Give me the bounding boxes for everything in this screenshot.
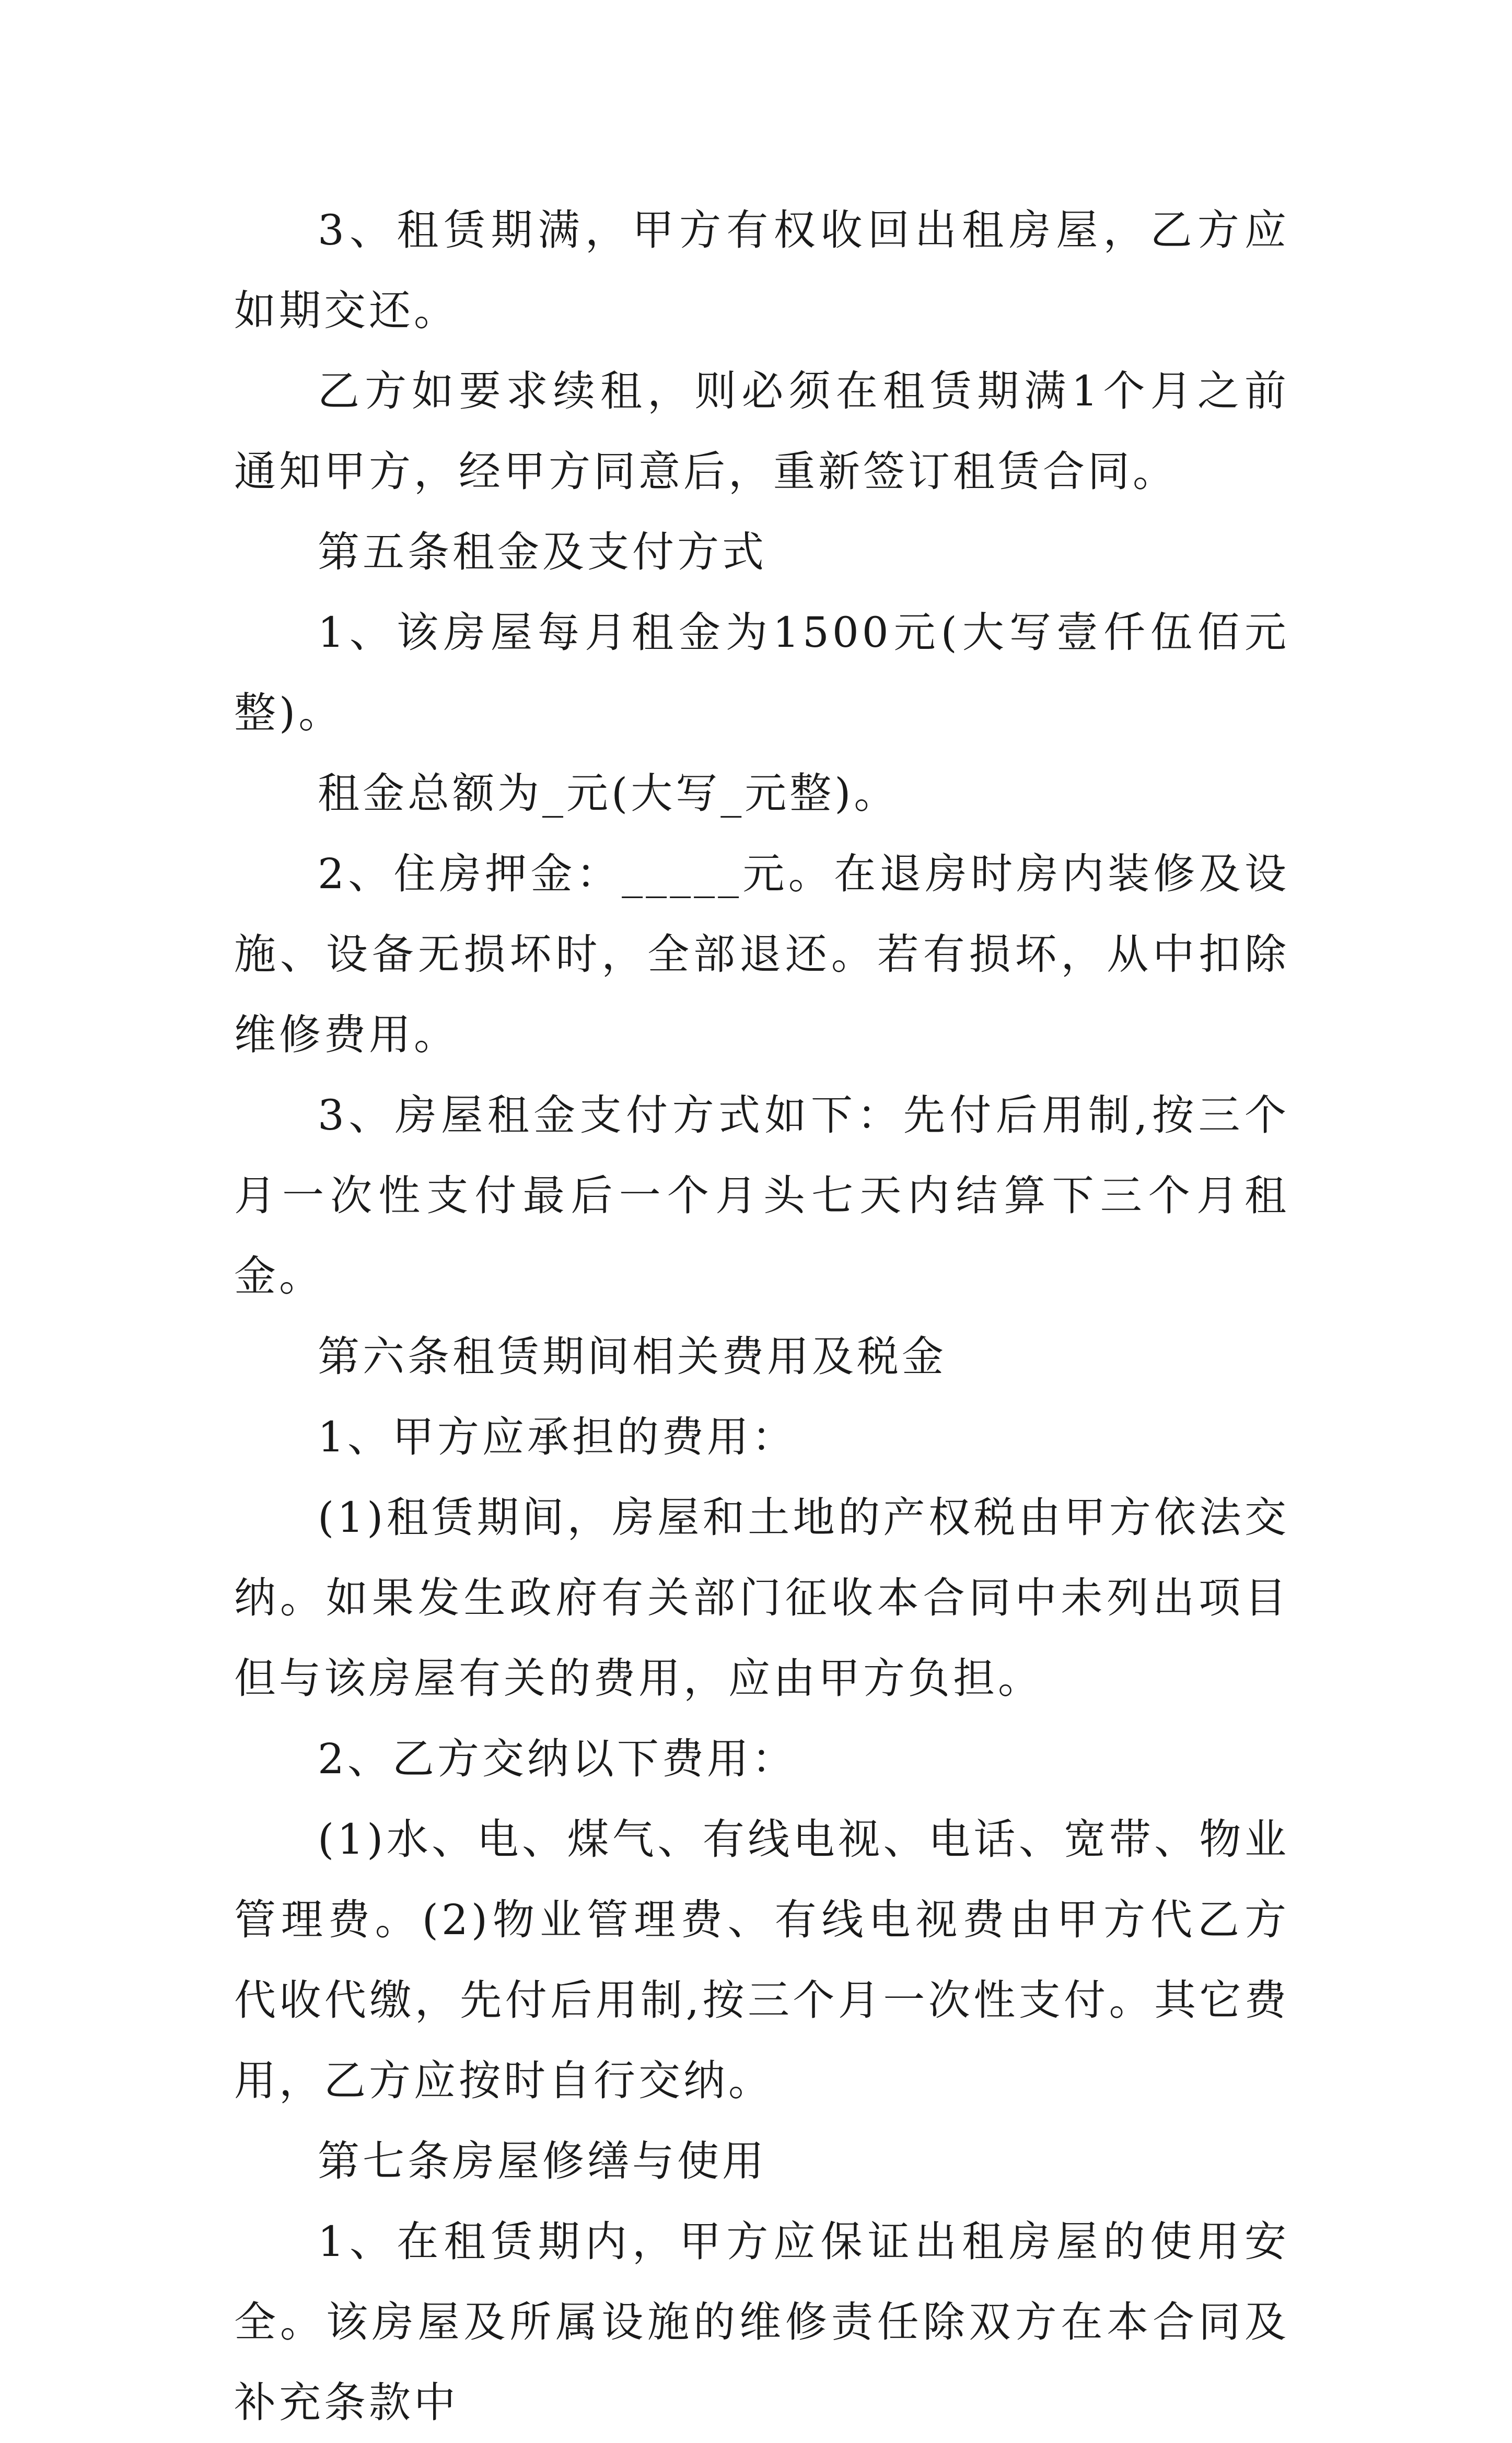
- paragraph-utilities: (1)水、电、煤气、有线电视、电话、宽带、物业管理费。(2)物业管理费、有线电视费由甲方代乙方代收代缴，先付后用制,按三个月一次性支付。其它费用，乙方应按时自行交纳。: [234, 1815, 1289, 2105]
- paragraph-deposit: 2、住房押金：_____元。在退房时房内装修及设施、设备无损坏时，全部退还。若有损坏，从中扣除维修费用。: [234, 850, 1289, 1059]
- paragraph-total-rent: 租金总额为_元(大写_元整)。: [318, 769, 899, 818]
- paragraph-monthly-rent: 1、该房屋每月租金为1500元(大写壹仟伍佰元整)。: [234, 608, 1289, 737]
- paragraph-property-tax: (1)租赁期间，房屋和土地的产权税由甲方依法交纳。如果发生政府有关部门征收本合同中未列出项目但与该房屋有关的费用，应由甲方负担。: [234, 1493, 1289, 1703]
- paragraph-party-a-fees: 1、甲方应承担的费用：: [318, 1413, 797, 1461]
- paragraph-repair-safety: 1、在租赁期内，甲方应保证出租房屋的使用安全。该房屋及所属设施的维修责任除双方在本合同及补充条款中: [234, 2217, 1289, 2427]
- paragraph-lease-expiry: 3、租赁期满，甲方有权收回出租房屋，乙方应如期交还。: [234, 206, 1289, 335]
- section-heading-article-5: 第五条租金及支付方式: [318, 528, 767, 576]
- paragraph-payment-method: 3、房屋租金支付方式如下：先付后用制,按三个月一次性支付最后一个月头七天内结算下三个月租金。: [234, 1091, 1289, 1300]
- paragraph-party-b-fees: 2、乙方交纳以下费用：: [318, 1735, 797, 1783]
- paragraph-renewal: 乙方如要求续租，则必须在租赁期满1个月之前通知甲方，经甲方同意后，重新签订租赁合同。: [234, 367, 1289, 496]
- section-heading-article-7: 第七条房屋修缮与使用: [318, 2137, 767, 2185]
- document-body: [234, 190, 1289, 2443]
- section-heading-article-6: 第六条租赁期间相关费用及税金: [318, 1332, 947, 1381]
